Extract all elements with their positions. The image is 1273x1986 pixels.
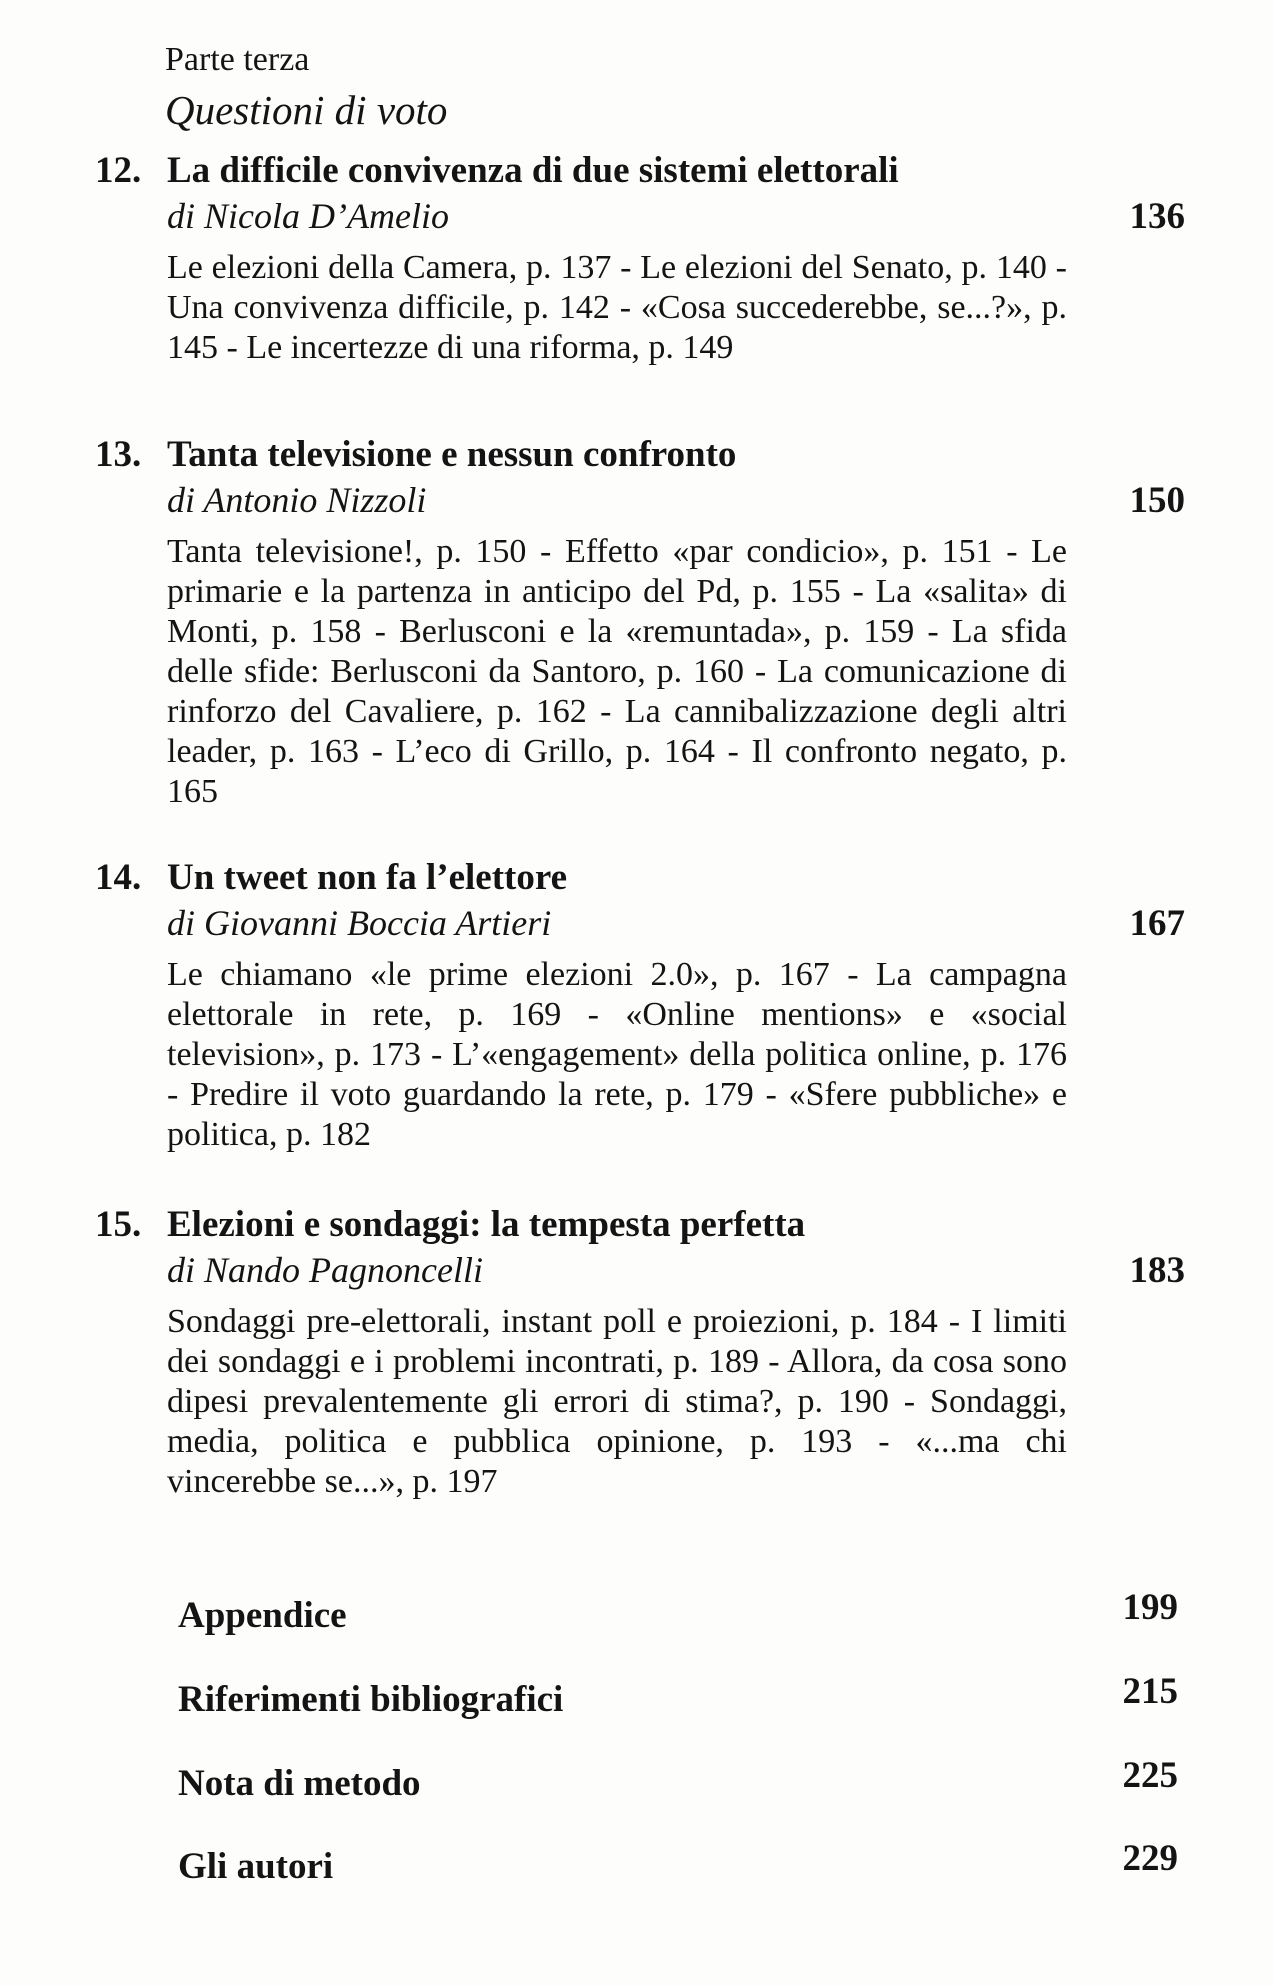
chapter-author: di Giovanni Boccia Artieri xyxy=(167,903,552,943)
chapter-summary: Le chiamano «le prime elezioni 2.0», p. 167 - La campagna elettorale in rete, p. 169 - «Online mentions» e «social television», p. 173 - L’«engagement» della politica online, p. 176 - Predire il voto guardando la rete, p. 179 - «Sfere pubbliche» e politica, p. 182 xyxy=(167,956,1067,1153)
chapter-summary: Le elezioni della Camera, p. 137 - Le elezioni del Senato, p. 140 - Una convivenza difficile, p. 142 - «Cosa succederebbe, se...?», p. 145 - Le incertezze di una riforma, p. 149 xyxy=(167,249,1067,366)
toc-entry-appendice xyxy=(178,1587,1178,1640)
chapter-page-number: 167 xyxy=(1129,903,1185,944)
toc-entry-gli-autori xyxy=(178,1838,1178,1891)
chapter-title: Elezioni e sondaggi: la tempesta perfetta xyxy=(167,1204,806,1245)
backmatter-page-number: 225 xyxy=(1122,1755,1178,1796)
toc-entry-nota-di-metodo xyxy=(178,1755,1178,1808)
toc-entry-riferimenti-bibliografici xyxy=(178,1671,1178,1724)
backmatter-page-number: 215 xyxy=(1122,1671,1178,1712)
backmatter-label: Riferimenti bibliografici xyxy=(178,1679,564,1720)
backmatter-label: Nota di metodo xyxy=(178,1763,421,1804)
chapter-number: 13. xyxy=(95,434,142,475)
chapter-title: Un tweet non fa l’elettore xyxy=(167,857,568,898)
backmatter-label: Gli autori xyxy=(178,1846,334,1887)
part-label: Parte terza xyxy=(165,41,310,78)
chapter-number: 15. xyxy=(95,1204,142,1245)
chapter-title: Tanta televisione e nessun confronto xyxy=(167,434,737,475)
backmatter-page-number: 229 xyxy=(1122,1838,1178,1879)
chapter-summary: Sondaggi pre-elettorali, instant poll e proiezioni, p. 184 - I limiti dei sondaggi e i problemi incontrati, p. 189 - Allora, da cosa sono dipesi prevalentemente gli errori di stima?, p. 190 - Sondaggi, media, politica e pubblica opinione, p. 193 - «...ma chi vincerebbe se...», p. 197 xyxy=(167,1303,1067,1500)
backmatter-page-number: 199 xyxy=(1122,1587,1178,1628)
chapter-page-number: 136 xyxy=(1129,196,1185,237)
chapter-author: di Antonio Nizzoli xyxy=(167,480,427,520)
chapter-author: di Nicola D’Amelio xyxy=(167,196,449,236)
part-title: Questioni di voto xyxy=(165,87,448,133)
chapter-title: La difficile convivenza di due sistemi elettorali xyxy=(167,150,899,191)
chapter-number: 12. xyxy=(95,150,142,191)
chapter-page-number: 183 xyxy=(1129,1250,1185,1291)
chapter-page-number: 150 xyxy=(1129,480,1185,521)
backmatter-label: Appendice xyxy=(178,1595,347,1636)
chapter-summary: Tanta televisione!, p. 150 - Effetto «par condicio», p. 151 - Le primarie e la partenza in anticipo del Pd, p. 155 - La «salita» di Monti, p. 158 - Berlusconi e la «remuntada», p. 159 - La sfida delle sfide: Berlusconi da Santoro, p. 160 - La comunicazione di rinforzo del Cavaliere, p. 162 - La cannibalizzazione degli altri leader, p. 163 - L’eco di Grillo, p. 164 - Il confronto negato, p. 165 xyxy=(167,533,1067,810)
chapter-number: 14. xyxy=(95,857,142,898)
chapter-author: di Nando Pagnoncelli xyxy=(167,1250,483,1290)
